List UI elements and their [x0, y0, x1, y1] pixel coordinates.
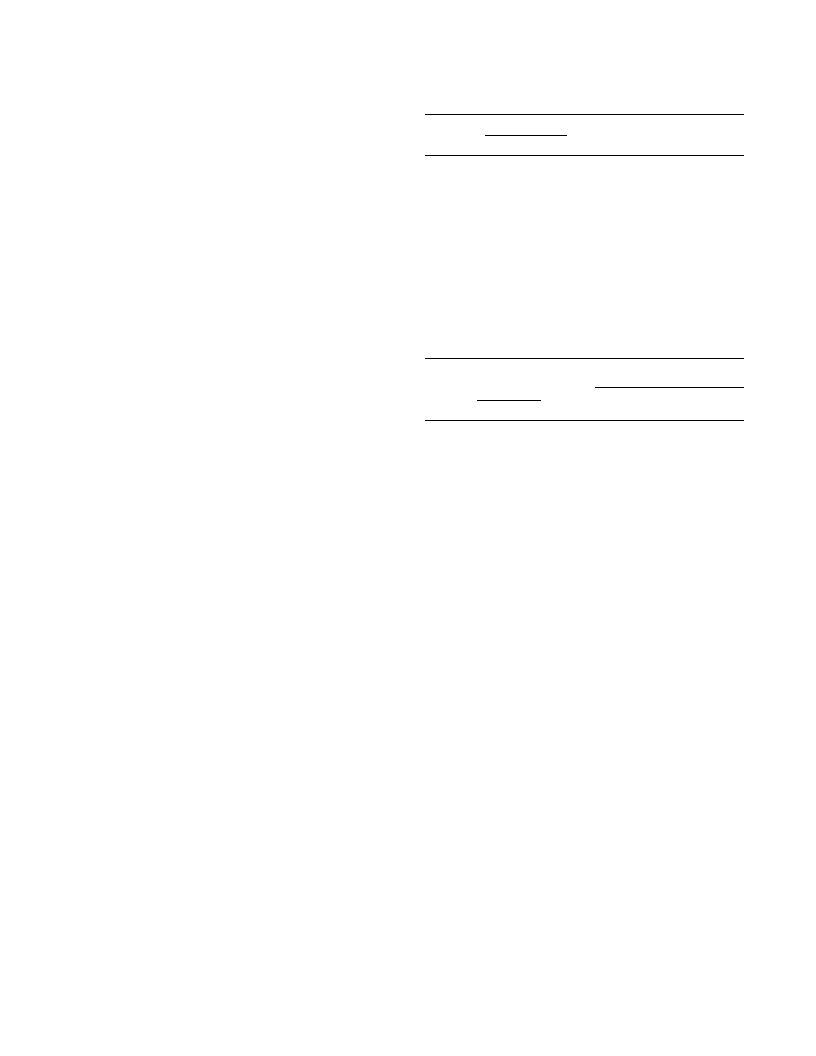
- table-2-bottom-rule: [425, 420, 744, 421]
- table-2-top-rule: [425, 358, 744, 359]
- table-1-header-rule: [485, 135, 567, 136]
- table-1-bottom-rule: [425, 155, 744, 156]
- table-1-top-rule: [425, 114, 744, 115]
- table-2-header-rule-left: [477, 400, 541, 401]
- table-2-header-rule-right: [595, 387, 744, 388]
